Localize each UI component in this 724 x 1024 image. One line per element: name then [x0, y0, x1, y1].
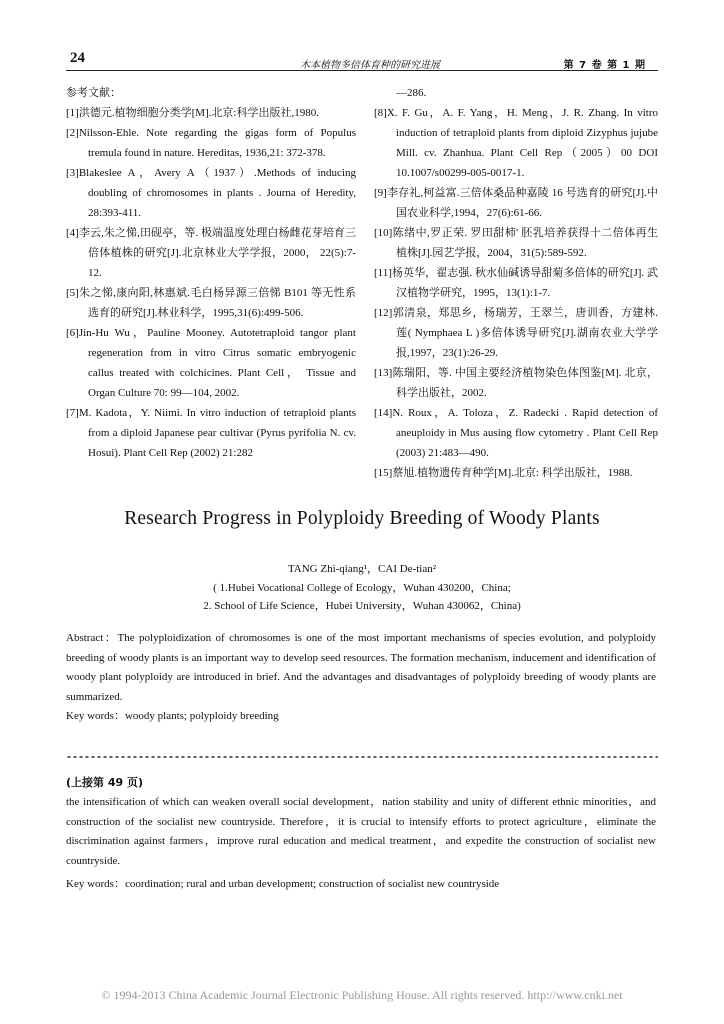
- reference-item: [66, 403, 356, 463]
- reference-item: [374, 403, 658, 463]
- reference-text: 蔡旭.植物遗传育种学[M].北京: 科学出版社，1988.: [392, 467, 633, 479]
- references-left-column: [66, 83, 356, 463]
- reference-item: [66, 163, 356, 223]
- reference-text: N. Roux，A. Toloza，Z. Radecki . Rapid detection of aneuploidy in Mus ausing flow cytometry . Plant Cell Rep (2003) 21:483—490.: [392, 407, 658, 459]
- reference-item: [374, 363, 658, 403]
- reference-label: [11]: [374, 267, 392, 279]
- reference-label: [8]: [374, 107, 387, 119]
- reference-text: X. F. Gu，A. F. Yang，H. Meng，J. R. Zhang. In vitro induction of tetraploid plants from diploid Zizyphus jujube Mill. cv. Zhanhua. Plant Cell Rep（2005）00 DOI 10.1007/s00299-005-0017-1.: [386, 107, 658, 179]
- reference-text: 郭清泉，郑思乡，杨瑞芳，王翠兰，唐训香，方建林.莲( Nymphaea L )多倍体诱导研究[J].湖南农业大学学报,1997，23(1):26-29.: [392, 307, 658, 359]
- reference-label: [10]: [374, 227, 393, 239]
- reference-label: [14]: [374, 407, 393, 419]
- reference-text: 李云,朱之悌,田砚亭，等. 极端温度处理白杨雌花芽培育三倍体植株的研究[J].北京林业大学学报，2000， 22(5):7-12.: [78, 227, 356, 279]
- reference-text: 李存礼,柯益富.三倍体桑品种嘉陵 16 号选育的研究[J].中国农业科学,1994，27(6):61-66.: [386, 187, 658, 219]
- reference-text: 陈绪中,罗正荣. 罗田甜柿' 胚乳培养获得十二倍体再生植株[J].园艺学报，2004，31(5):589-592.: [392, 227, 658, 259]
- running-title: 木本植物多倍体育种的研究进展: [300, 60, 440, 71]
- english-title: Research Progress in Polyploidy Breeding of Woody Plants: [124, 508, 600, 529]
- english-abstract: Abstract：The polyploidization of chromosomes is one of the most important mechanisms of species evolution, and polyploidy breeding of woody plants is an important way to develop seed resources. The formation mechanism, inducement and identification of woody plant polyploidy are introduced in brief. And the advantages and disadvantages of polyploidy breeding of woody plants are summarized.: [66, 632, 656, 703]
- page-number: 24: [70, 50, 85, 66]
- references-heading: 参考文献：: [66, 86, 121, 99]
- reference-text: 杨英华，翟志强. 秋水仙碱诱导甜菊多倍体的研究[J]. 武汉植物学研究，1995，13(1):1-7.: [391, 267, 658, 299]
- reference-label: [9]: [374, 187, 387, 199]
- reference-text: 朱之悌,康向阳,林惠斌.毛白杨异源三倍悌 B101 等无性系选育的研究[J].林业科学，1995,31(6):499-506.: [78, 287, 356, 319]
- continued-abstract-text: the intensification of which can weaken overall social development，nation stability and unity of different ethnic minorities，and construction of the socialist new countryside. Therefore，it is crucial to intensify efforts to protect agriculture，eliminate the discrimination against farmers，improve rural education and medical treatment，and expedite the construction of socialist new countryside.: [66, 796, 656, 867]
- reference-item: [374, 103, 658, 183]
- reference-label: [2]: [66, 127, 79, 139]
- reference-label: [13]: [374, 367, 393, 379]
- reference-item: [66, 283, 356, 323]
- reference-item: [374, 463, 658, 483]
- reference-item: [66, 103, 356, 123]
- references-list-left: [66, 103, 356, 463]
- reference-item: [374, 183, 658, 223]
- reference-label: [6]: [66, 327, 79, 339]
- reference-item: [66, 123, 356, 163]
- reference-label: [4]: [66, 227, 79, 239]
- english-keywords: Key words：woody plants; polyploidy breeding: [66, 710, 279, 722]
- reference-label: [7]: [66, 407, 79, 419]
- reference-label: [1]: [66, 107, 79, 119]
- issue-info: 第 7 卷 第 1 期: [563, 60, 646, 71]
- reference-label: [15]: [374, 467, 393, 479]
- reference-item: [374, 263, 658, 303]
- reference-text: 陈瑞阳，等. 中国主要经济植物染色体图鉴[M]. 北京，科学出版社，2002.: [392, 367, 658, 399]
- wavy-divider: [66, 754, 658, 760]
- continued-keywords: Key words：coordination; rural and urban development; construction of socialist new countryside: [66, 878, 500, 890]
- affiliation-2: 2. School of Life Science，Hubei University，Wuhan 430062，China): [203, 600, 521, 612]
- reference-item: [66, 323, 356, 403]
- reference-item: [66, 223, 356, 283]
- reference-text: M. Kadota，Y. Niimi. In vitro induction of tetraploid plants from a diploid Japanese pear cultivar (Pyrus pyrifolia N. cv. Hosui). Plant Cell Rep (2002) 21:282: [78, 407, 356, 459]
- affiliation-1: ( 1.Hubei Vocational College of Ecology，Wuhan 430200，China;: [213, 582, 511, 594]
- reference-continuation: —286.: [396, 87, 427, 99]
- header-rule: [66, 70, 658, 71]
- reference-label: [12]: [374, 307, 393, 319]
- references-list-right: [374, 103, 658, 483]
- reference-item: [374, 303, 658, 363]
- reference-item: [374, 223, 658, 263]
- reference-text: 洪德元.植物细胞分类学[M].北京:科学出版社,1980.: [78, 107, 319, 119]
- reference-label: [3]: [66, 167, 79, 179]
- reference-text: Nilsson-Ehle. Note regarding the gigas form of Populus tremula found in nature. Hereditas, 1936,21: 372-378.: [78, 127, 356, 159]
- english-authors: TANG Zhi-qiang¹，CAI De-tian²: [287, 563, 437, 575]
- reference-text: Jin-Hu Wu，Pauline Mooney. Autotetraploid tangor plant regeneration from in vitro Citrus somatic embryogenic callus treated with colchicines. Plant Cell， Tissue and Organ Culture 70: 99—104, 2002.: [78, 327, 356, 399]
- footer-copyright: © 1994-2013 China Academic Journal Electronic Publishing House. All rights reserved. http://www.cnki.net: [101, 988, 623, 1002]
- continued-from-label: (上接第 49 页): [66, 776, 144, 789]
- references-right-column: [374, 83, 658, 483]
- reference-text: Blakeslee A，Avery A（1937）.Methods of inducing doubling of chromosomes in plants . Journa of Heredity, 28:393-411.: [78, 167, 356, 219]
- reference-label: [5]: [66, 287, 79, 299]
